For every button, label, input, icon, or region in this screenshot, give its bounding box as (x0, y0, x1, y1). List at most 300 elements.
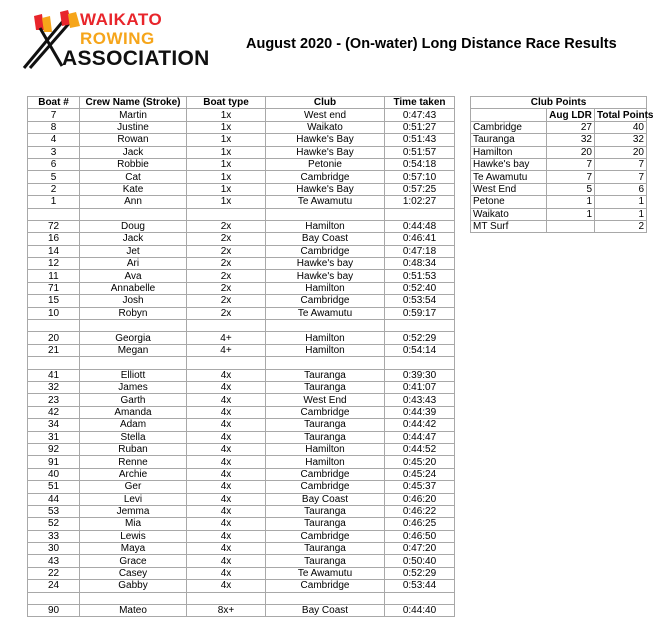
cell-time-taken: 0:57:25 (385, 183, 455, 195)
cell-crew-name: Robyn (80, 307, 187, 319)
logo-text-association: ASSOCIATION (62, 47, 210, 70)
cell-time-taken: 0:44:42 (385, 419, 455, 431)
col-club: Club (266, 97, 385, 109)
cell-boat-number: 34 (28, 419, 80, 431)
table-row (28, 543, 455, 555)
cell-time-taken: 0:59:17 (385, 307, 455, 319)
cell-time-taken: 0:44:48 (385, 220, 455, 232)
cell-boat-type (187, 592, 266, 604)
col-aug-ldr: Aug LDR (547, 109, 595, 121)
spacer-row (28, 208, 455, 220)
cell-club-name: Tauranga (471, 134, 547, 146)
cell-club-name: Hamilton (471, 146, 547, 158)
cell-boat-type: 1x (187, 121, 266, 133)
cell-club: Bay Coast (266, 233, 385, 245)
table-row (28, 406, 455, 418)
cell-time-taken (385, 320, 455, 332)
cell-time-taken: 0:44:40 (385, 605, 455, 617)
col-total-points: Total Points (595, 109, 647, 121)
table-row (28, 567, 455, 579)
cell-club: Hamilton (266, 220, 385, 232)
cell-time-taken: 1:02:27 (385, 196, 455, 208)
table-row (28, 344, 455, 356)
cell-club (266, 592, 385, 604)
cell-time-taken: 0:51:43 (385, 134, 455, 146)
cell-club: Waikato (266, 121, 385, 133)
cell-boat-number: 32 (28, 381, 80, 393)
cell-boat-number: 6 (28, 158, 80, 170)
cell-crew-name: Gabby (80, 580, 187, 592)
cell-boat-number: 71 (28, 282, 80, 294)
cell-total-points: 6 (595, 183, 647, 195)
cell-club: Hawke's Bay (266, 134, 385, 146)
cell-boat-number: 92 (28, 443, 80, 455)
cell-crew-name: Megan (80, 344, 187, 356)
table-row (28, 146, 455, 158)
cell-time-taken: 0:46:20 (385, 493, 455, 505)
cell-crew-name: Stella (80, 431, 187, 443)
table-row (28, 121, 455, 133)
cell-time-taken: 0:44:39 (385, 406, 455, 418)
cell-club: West End (266, 394, 385, 406)
cell-boat-type: 4x (187, 468, 266, 480)
cell-aug-ldr: 20 (547, 146, 595, 158)
cell-club: Tauranga (266, 543, 385, 555)
cell-boat-type: 4x (187, 505, 266, 517)
cell-total-points: 7 (595, 158, 647, 170)
cell-club: Hamilton (266, 443, 385, 455)
cell-time-taken: 0:53:54 (385, 295, 455, 307)
cell-time-taken: 0:46:50 (385, 530, 455, 542)
cell-boat-type: 1x (187, 196, 266, 208)
cell-time-taken: 0:45:24 (385, 468, 455, 480)
waikato-rowing-logo (22, 6, 212, 72)
table-row (471, 146, 647, 158)
cell-boat-number (28, 320, 80, 332)
col-time-taken: Time taken (385, 97, 455, 109)
col-club-name (471, 109, 547, 121)
cell-time-taken: 0:47:20 (385, 543, 455, 555)
cell-time-taken: 0:44:52 (385, 443, 455, 455)
page-title: August 2020 - (On-water) Long Distance Race Results (246, 36, 617, 52)
race-results-table (27, 96, 455, 617)
cell-boat-type (187, 357, 266, 369)
cell-boat-type: 8x+ (187, 605, 266, 617)
logo-text-rowing: ROWING (80, 29, 155, 48)
cell-time-taken: 0:51:53 (385, 270, 455, 282)
cell-time-taken: 0:46:25 (385, 518, 455, 530)
cell-boat-type: 4x (187, 431, 266, 443)
cell-crew-name: Martin (80, 109, 187, 121)
cell-total-points: 1 (595, 208, 647, 220)
cell-crew-name: Josh (80, 295, 187, 307)
cell-crew-name: Jemma (80, 505, 187, 517)
cell-club: Cambridge (266, 530, 385, 542)
cell-aug-ldr (547, 220, 595, 232)
table-row (28, 443, 455, 455)
table-row (28, 295, 455, 307)
cell-time-taken (385, 357, 455, 369)
cell-club: Hawke's bay (266, 258, 385, 270)
table-row (28, 196, 455, 208)
cell-boat-type: 1x (187, 109, 266, 121)
cell-time-taken: 0:45:20 (385, 456, 455, 468)
cell-club: Hawke's Bay (266, 146, 385, 158)
table-row (471, 183, 647, 195)
table-row (28, 233, 455, 245)
cell-crew-name: Jet (80, 245, 187, 257)
cell-boat-number: 41 (28, 369, 80, 381)
cell-aug-ldr: 1 (547, 208, 595, 220)
table-row (28, 307, 455, 319)
cell-time-taken (385, 592, 455, 604)
spacer-row (28, 357, 455, 369)
cell-boat-number: 12 (28, 258, 80, 270)
cell-crew-name: Casey (80, 567, 187, 579)
cell-boat-type: 1x (187, 134, 266, 146)
cell-boat-number: 53 (28, 505, 80, 517)
table-row (28, 419, 455, 431)
cell-aug-ldr: 7 (547, 158, 595, 170)
cell-club: Bay Coast (266, 493, 385, 505)
table-row (28, 258, 455, 270)
table-row (28, 171, 455, 183)
cell-boat-type: 4x (187, 518, 266, 530)
cell-time-taken: 0:47:43 (385, 109, 455, 121)
cell-boat-type: 1x (187, 146, 266, 158)
table-row (471, 134, 647, 146)
cell-crew-name: Ruban (80, 443, 187, 455)
cell-crew-name: Garth (80, 394, 187, 406)
table-row (28, 518, 455, 530)
table-row (28, 282, 455, 294)
cell-total-points: 1 (595, 196, 647, 208)
cell-crew-name: Rowan (80, 134, 187, 146)
cell-crew-name: Jack (80, 146, 187, 158)
cell-boat-number: 4 (28, 134, 80, 146)
cell-boat-type: 4x (187, 580, 266, 592)
cell-boat-type: 4+ (187, 332, 266, 344)
cell-boat-type: 4x (187, 443, 266, 455)
cell-boat-number (28, 208, 80, 220)
cell-total-points: 2 (595, 220, 647, 232)
cell-time-taken: 0:52:40 (385, 282, 455, 294)
cell-time-taken: 0:52:29 (385, 332, 455, 344)
cell-time-taken: 0:44:47 (385, 431, 455, 443)
cell-boat-type: 4x (187, 406, 266, 418)
cell-boat-type: 2x (187, 307, 266, 319)
cell-boat-type (187, 208, 266, 220)
cell-time-taken: 0:51:27 (385, 121, 455, 133)
cell-boat-number: 1 (28, 196, 80, 208)
cell-boat-type: 4x (187, 394, 266, 406)
cell-club: Hamilton (266, 456, 385, 468)
cell-time-taken: 0:43:43 (385, 394, 455, 406)
cell-time-taken: 0:50:40 (385, 555, 455, 567)
cell-club: Cambridge (266, 406, 385, 418)
cell-crew-name: Archie (80, 468, 187, 480)
cell-crew-name (80, 592, 187, 604)
table-row (471, 121, 647, 133)
cell-boat-type: 1x (187, 183, 266, 195)
table-row (28, 220, 455, 232)
cell-time-taken: 0:53:44 (385, 580, 455, 592)
cell-aug-ldr: 5 (547, 183, 595, 195)
cell-boat-number: 40 (28, 468, 80, 480)
table-row (28, 369, 455, 381)
cell-crew-name: Elliott (80, 369, 187, 381)
cell-boat-number: 23 (28, 394, 80, 406)
table-row (28, 109, 455, 121)
cell-boat-number: 20 (28, 332, 80, 344)
table-row (471, 208, 647, 220)
cell-crew-name: Justine (80, 121, 187, 133)
table-row (471, 220, 647, 232)
cell-boat-number: 72 (28, 220, 80, 232)
cell-crew-name: Amanda (80, 406, 187, 418)
spacer-row (28, 592, 455, 604)
cell-club (266, 320, 385, 332)
cell-club: Hamilton (266, 332, 385, 344)
cell-club-name: Te Awamutu (471, 171, 547, 183)
cell-boat-type: 2x (187, 220, 266, 232)
table-row (28, 381, 455, 393)
cell-time-taken: 0:54:14 (385, 344, 455, 356)
cell-crew-name: Ava (80, 270, 187, 282)
cell-club: Hawke's Bay (266, 183, 385, 195)
cell-club: Bay Coast (266, 605, 385, 617)
table-row (28, 481, 455, 493)
cell-boat-number: 2 (28, 183, 80, 195)
cell-boat-type: 4x (187, 481, 266, 493)
cell-crew-name: Doug (80, 220, 187, 232)
cell-total-points: 32 (595, 134, 647, 146)
table-row (28, 332, 455, 344)
cell-total-points: 40 (595, 121, 647, 133)
cell-boat-type: 4+ (187, 344, 266, 356)
cell-crew-name: Adam (80, 419, 187, 431)
cell-aug-ldr: 32 (547, 134, 595, 146)
table-row (471, 196, 647, 208)
cell-boat-number: 90 (28, 605, 80, 617)
cell-club: Tauranga (266, 518, 385, 530)
table-row (28, 245, 455, 257)
cell-club-name: Cambridge (471, 121, 547, 133)
cell-boat-number: 15 (28, 295, 80, 307)
cell-crew-name: Annabelle (80, 282, 187, 294)
cell-boat-type: 2x (187, 270, 266, 282)
cell-club-name: Hawke's bay (471, 158, 547, 170)
cell-time-taken: 0:39:30 (385, 369, 455, 381)
cell-time-taken: 0:54:18 (385, 158, 455, 170)
cell-boat-number: 16 (28, 233, 80, 245)
cell-boat-type: 1x (187, 171, 266, 183)
cell-crew-name: Ger (80, 481, 187, 493)
table-row (28, 555, 455, 567)
cell-aug-ldr: 1 (547, 196, 595, 208)
cell-boat-type: 4x (187, 555, 266, 567)
cell-total-points: 7 (595, 171, 647, 183)
cell-crew-name (80, 357, 187, 369)
cell-club: Cambridge (266, 481, 385, 493)
cell-time-taken: 0:46:22 (385, 505, 455, 517)
table-row (28, 468, 455, 480)
cell-crew-name: Mateo (80, 605, 187, 617)
table-row (28, 183, 455, 195)
cell-crew-name: Mia (80, 518, 187, 530)
cell-boat-type: 4x (187, 456, 266, 468)
cell-crew-name: Levi (80, 493, 187, 505)
cell-boat-number: 24 (28, 580, 80, 592)
cell-crew-name: Jack (80, 233, 187, 245)
cell-club-name: West End (471, 183, 547, 195)
cell-boat-number: 3 (28, 146, 80, 158)
cell-boat-type: 1x (187, 158, 266, 170)
table-row (28, 394, 455, 406)
cell-time-taken: 0:46:41 (385, 233, 455, 245)
cell-boat-number: 11 (28, 270, 80, 282)
club-points-header-row (471, 109, 647, 121)
cell-boat-number: 21 (28, 344, 80, 356)
cell-crew-name: Ari (80, 258, 187, 270)
cell-club (266, 357, 385, 369)
cell-time-taken: 0:47:18 (385, 245, 455, 257)
cell-club: Hamilton (266, 282, 385, 294)
cell-time-taken: 0:41:07 (385, 381, 455, 393)
cell-club-name: MT Surf (471, 220, 547, 232)
col-crew-name: Crew Name (Stroke) (80, 97, 187, 109)
col-boat-type: Boat type (187, 97, 266, 109)
cell-club: West end (266, 109, 385, 121)
cell-crew-name: James (80, 381, 187, 393)
cell-boat-number: 43 (28, 555, 80, 567)
cell-boat-number: 51 (28, 481, 80, 493)
cell-club: Cambridge (266, 295, 385, 307)
table-row (471, 171, 647, 183)
cell-club: Hawke's bay (266, 270, 385, 282)
cell-boat-type: 2x (187, 295, 266, 307)
cell-club: Tauranga (266, 381, 385, 393)
table-row (28, 505, 455, 517)
cell-boat-type: 4x (187, 543, 266, 555)
cell-crew-name: Grace (80, 555, 187, 567)
club-points-title-row (471, 97, 647, 109)
table-row (28, 605, 455, 617)
cell-boat-type: 4x (187, 419, 266, 431)
table-row (28, 270, 455, 282)
table-row (28, 580, 455, 592)
cell-aug-ldr: 7 (547, 171, 595, 183)
cell-club-name: Waikato (471, 208, 547, 220)
cell-club: Tauranga (266, 419, 385, 431)
cell-boat-number: 52 (28, 518, 80, 530)
cell-crew-name: Robbie (80, 158, 187, 170)
cell-club: Tauranga (266, 505, 385, 517)
table-row (28, 530, 455, 542)
cell-crew-name: Ann (80, 196, 187, 208)
cell-boat-type: 4x (187, 530, 266, 542)
cell-boat-type: 2x (187, 258, 266, 270)
cell-boat-type: 2x (187, 233, 266, 245)
cell-boat-number: 10 (28, 307, 80, 319)
cell-boat-number: 91 (28, 456, 80, 468)
cell-boat-number: 8 (28, 121, 80, 133)
cell-boat-number: 7 (28, 109, 80, 121)
cell-club (266, 208, 385, 220)
cell-club: Tauranga (266, 555, 385, 567)
table-row (28, 431, 455, 443)
cell-crew-name (80, 208, 187, 220)
cell-crew-name: Lewis (80, 530, 187, 542)
cell-time-taken: 0:51:57 (385, 146, 455, 158)
table-row (28, 158, 455, 170)
cell-boat-type: 4x (187, 567, 266, 579)
table-row (471, 158, 647, 170)
cell-time-taken: 0:45:37 (385, 481, 455, 493)
cell-boat-type (187, 320, 266, 332)
cell-club: Te Awamutu (266, 307, 385, 319)
table-row (28, 134, 455, 146)
cell-boat-number: 30 (28, 543, 80, 555)
cell-club: Petonie (266, 158, 385, 170)
cell-crew-name: Cat (80, 171, 187, 183)
cell-boat-number: 14 (28, 245, 80, 257)
cell-club: Tauranga (266, 431, 385, 443)
cell-crew-name: Kate (80, 183, 187, 195)
cell-boat-type: 4x (187, 369, 266, 381)
logo-text-waikato: WAIKATO (80, 10, 163, 29)
cell-crew-name: Georgia (80, 332, 187, 344)
cell-boat-number: 5 (28, 171, 80, 183)
cell-aug-ldr: 27 (547, 121, 595, 133)
cell-boat-number: 33 (28, 530, 80, 542)
cell-club: Cambridge (266, 171, 385, 183)
cell-club-name: Petone (471, 196, 547, 208)
cell-crew-name: Maya (80, 543, 187, 555)
cell-boat-type: 4x (187, 493, 266, 505)
cell-crew-name: Renne (80, 456, 187, 468)
cell-boat-number: 44 (28, 493, 80, 505)
club-points-table (470, 96, 654, 233)
cell-boat-number (28, 592, 80, 604)
cell-club: Cambridge (266, 245, 385, 257)
cell-boat-type: 2x (187, 245, 266, 257)
cell-boat-number: 22 (28, 567, 80, 579)
cell-boat-number: 31 (28, 431, 80, 443)
cell-crew-name (80, 320, 187, 332)
cell-boat-type: 4x (187, 381, 266, 393)
cell-total-points: 20 (595, 146, 647, 158)
cell-club: Hamilton (266, 344, 385, 356)
col-boat-number: Boat # (28, 97, 80, 109)
club-points-title: Club Points (471, 97, 647, 109)
cell-time-taken: 0:52:29 (385, 567, 455, 579)
cell-club: Cambridge (266, 468, 385, 480)
cell-club: Te Awamutu (266, 196, 385, 208)
cell-club: Cambridge (266, 580, 385, 592)
cell-boat-number: 42 (28, 406, 80, 418)
table-row (28, 493, 455, 505)
cell-club: Te Awamutu (266, 567, 385, 579)
cell-club: Tauranga (266, 369, 385, 381)
cell-time-taken: 0:57:10 (385, 171, 455, 183)
cell-boat-type: 2x (187, 282, 266, 294)
cell-time-taken: 0:48:34 (385, 258, 455, 270)
cell-boat-number (28, 357, 80, 369)
results-header-row (28, 97, 455, 109)
spacer-row (28, 320, 455, 332)
table-row (28, 456, 455, 468)
